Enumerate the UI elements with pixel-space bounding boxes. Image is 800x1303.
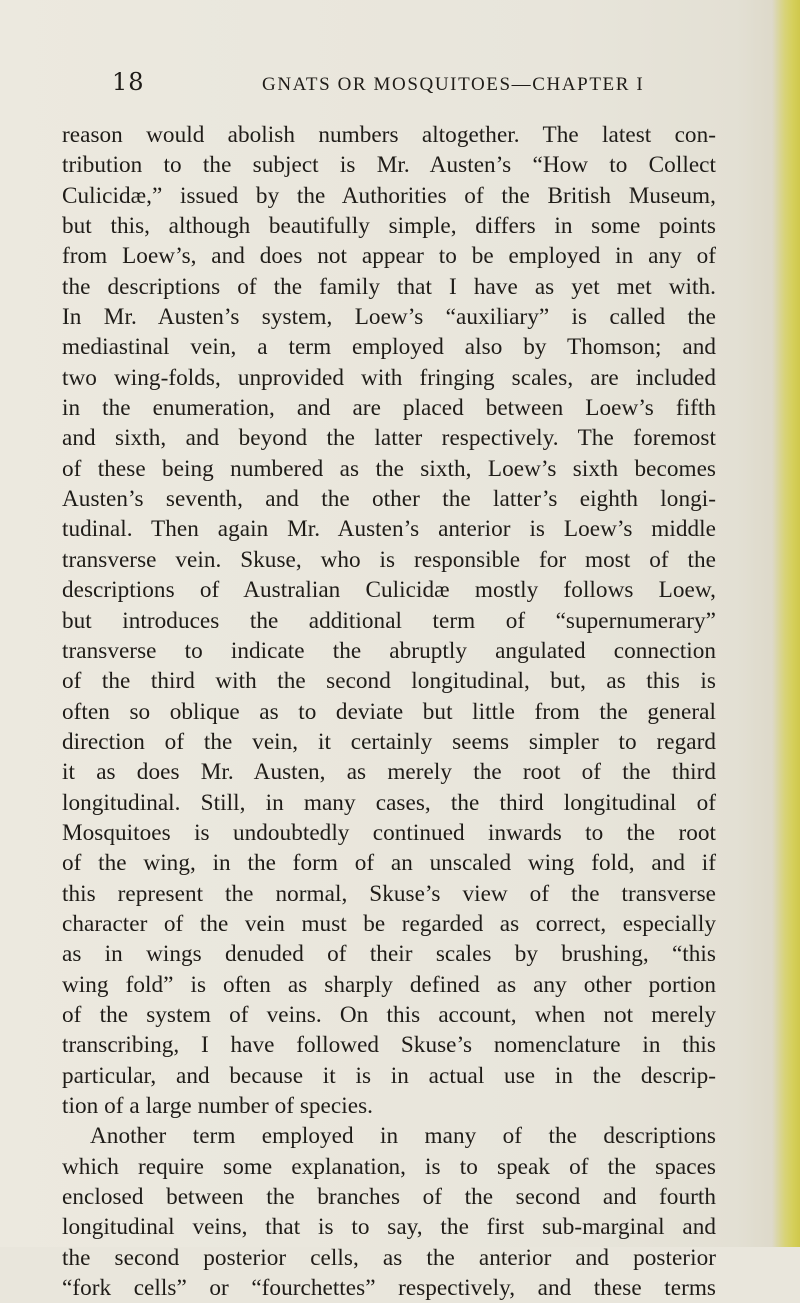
text-line: the second posterior cells, as the anterior and posterior: [62, 1244, 716, 1271]
text-line: enclosed between the branches of the second and fourth: [62, 1184, 716, 1211]
text-line: Another term employed in many of the descriptions: [90, 1123, 716, 1150]
text-line: reason would abolish numbers altogether. The latest con-: [62, 122, 716, 148]
text-line: which require some explanation, is to speak of the spaces: [62, 1153, 716, 1180]
text-line: wing fold” is often as sharply defined as any other portion: [62, 971, 716, 998]
text-line: tion of a large number of species.: [62, 1093, 373, 1119]
text-line: tudinal. Then again Mr. Austen’s anterior is Loew’s middle: [62, 516, 716, 543]
text-line: of the third with the second longitudinal, but, as this is: [62, 668, 716, 695]
running-head: GNATS OR MOSQUITOES—CHAPTER I: [262, 74, 645, 95]
page-number: 18: [112, 68, 145, 96]
text-line: “fork cells” or “fourchettes” respectively, and these terms: [62, 1275, 716, 1302]
page-header: [112, 68, 672, 98]
text-line: but this, although beautifully simple, differs in some points: [62, 213, 716, 240]
text-line: Mosquitoes is undoubtedly continued inwards to the root: [62, 819, 716, 846]
text-line: often so oblique as to deviate but little from the general: [62, 698, 716, 725]
page-binding-edge: [772, 0, 800, 1247]
text-line: transcribing, I have followed Skuse’s nomenclature in this: [62, 1032, 716, 1059]
text-line: and sixth, and beyond the latter respectively. The foremost: [62, 425, 716, 452]
text-line: Culicidæ,” issued by the Authorities of the British Museum,: [62, 182, 716, 209]
text-line: transverse vein. Skuse, who is responsible for most of the: [62, 546, 716, 573]
text-line: tribution to the subject is Mr. Austen’s “How to Collect: [62, 152, 716, 179]
text-line: two wing-folds, unprovided with fringing scales, are included: [62, 364, 716, 391]
text-line: mediastinal vein, a term employed also by Thomson; and: [62, 334, 716, 361]
text-line: of the system of veins. On this account, when not merely: [62, 1001, 716, 1028]
text-line: longitudinal. Still, in many cases, the third longitudinal of: [62, 789, 716, 816]
text-line: transverse to indicate the abruptly angulated connection: [62, 637, 716, 664]
text-line: but introduces the additional term of “supernumerary”: [62, 607, 716, 634]
text-line: the descriptions of the family that I have as yet met with.: [62, 273, 716, 300]
text-line: of the wing, in the form of an unscaled wing fold, and if: [62, 850, 716, 877]
text-line: in the enumeration, and are placed between Loew’s fifth: [62, 395, 716, 422]
text-line: from Loew’s, and does not appear to be employed in any of: [62, 243, 716, 270]
text-line: longitudinal veins, that is to say, the first sub-marginal and: [62, 1214, 716, 1241]
text-line: direction of the vein, it certainly seems simpler to regard: [62, 728, 716, 755]
text-line: particular, and because it is in actual use in the descrip-: [62, 1062, 716, 1089]
text-line: character of the vein must be regarded as correct, especially: [62, 910, 716, 937]
text-line: of these being numbered as the sixth, Loew’s sixth becomes: [62, 455, 716, 482]
text-line: as in wings denuded of their scales by brushing, “this: [62, 941, 716, 968]
text-line: Austen’s seventh, and the other the latter’s eighth longi-: [62, 486, 716, 513]
text-line: it as does Mr. Austen, as merely the root of the third: [62, 759, 716, 786]
text-line: this represent the normal, Skuse’s view of the transverse: [62, 880, 716, 907]
text-line: descriptions of Australian Culicidæ mostly follows Loew,: [62, 577, 716, 604]
text-line: In Mr. Austen’s system, Loew’s “auxiliary” is called the: [62, 304, 716, 331]
body-text: [62, 120, 716, 1303]
